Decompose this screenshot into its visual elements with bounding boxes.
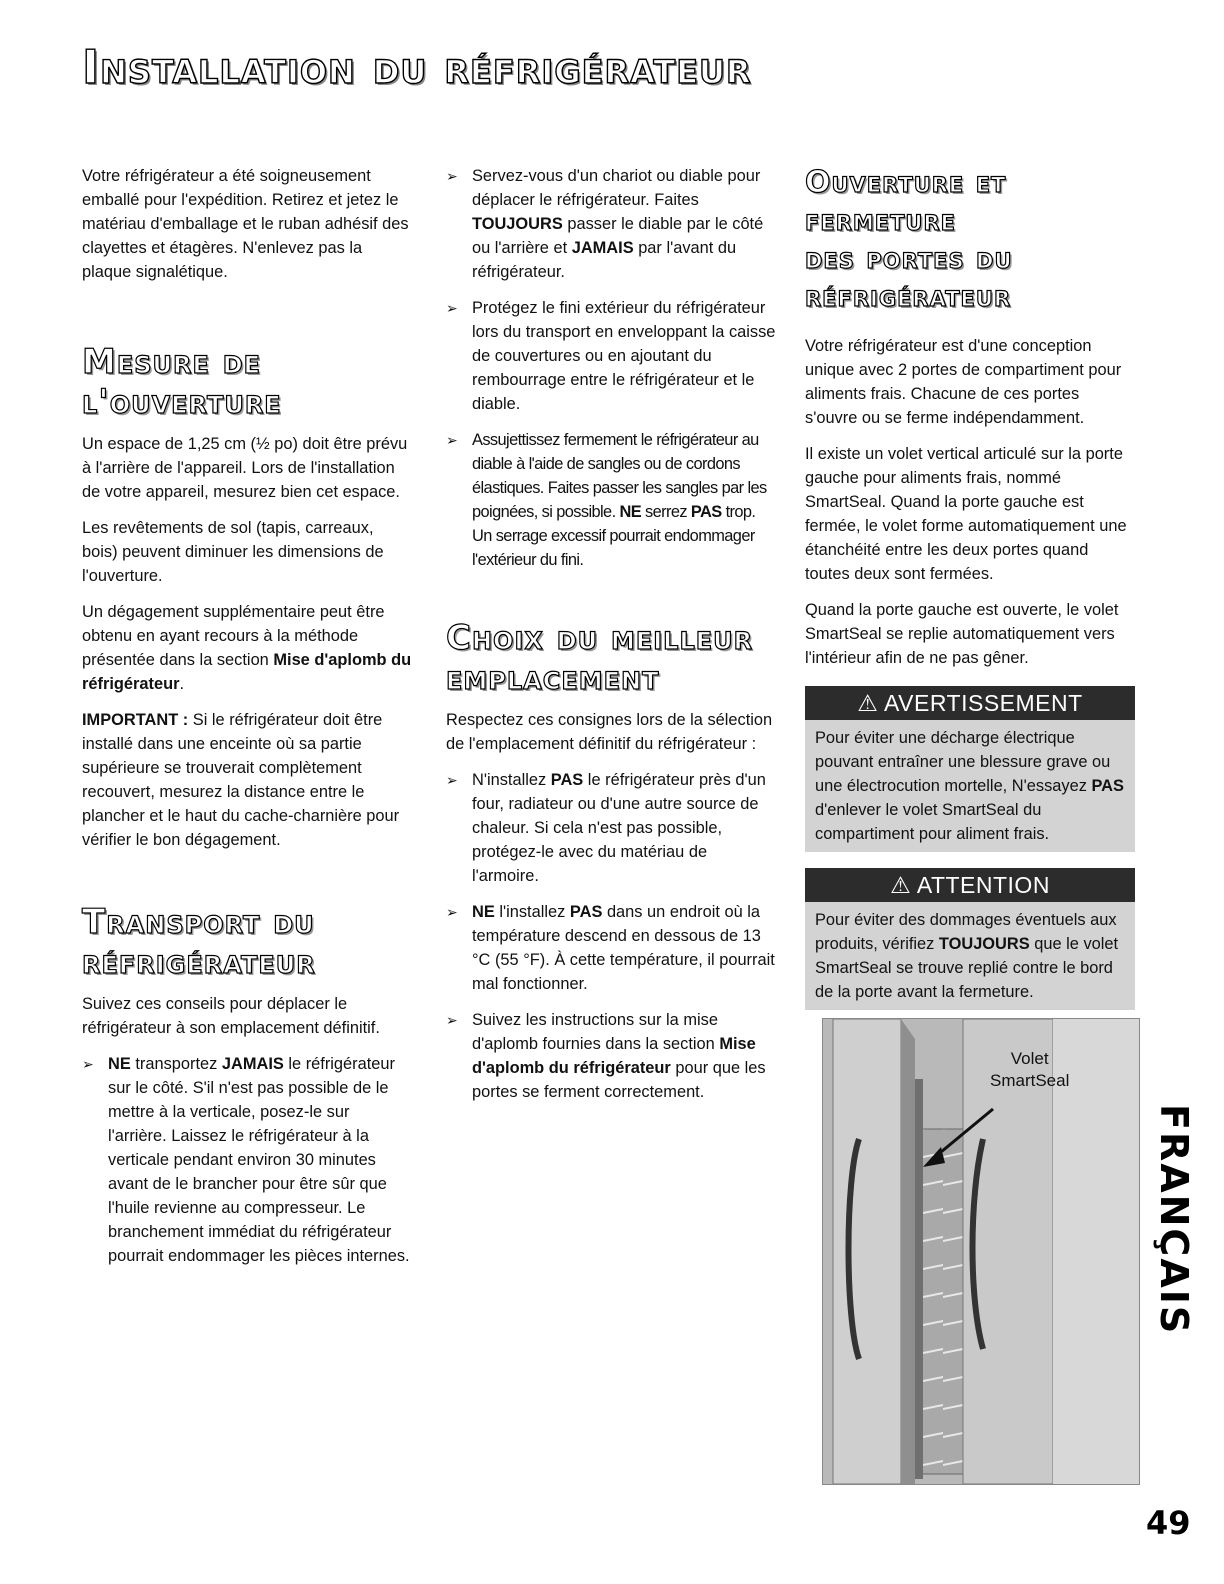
caution-box	[805, 868, 1135, 1010]
warning-text: Pour éviter une décharge électrique pouvant entraîner une blessure grave ou une électrocution mortelle, N'essayez PAS d'enlever le volet SmartSeal du compartiment pour aliment frais.	[815, 729, 1124, 843]
warning-box	[805, 686, 1135, 852]
refrigerator-drawing	[823, 1019, 1139, 1484]
transport-heading-2: réfrigérateur	[82, 942, 316, 982]
refrigerator-illustration	[822, 1018, 1140, 1485]
doors-p3: Quand la porte gauche est ouverte, le volet SmartSeal se replie automatiquement vers l'intérieur afin de ne pas gêner.	[805, 601, 1119, 667]
list-item: ➢ N'installez PAS le réfrigérateur près d'un four, radiateur ou d'une autre source de chaleur. Si cela n'est pas possible, protégez-le avec du matériau de l'armoire.	[446, 768, 776, 888]
intro-paragraph: Votre réfrigérateur a été soigneusement emballé pour l'expédition. Retirez et jetez le matériau d'emballage et le ruban adhésif des clayettes et étagères. N'enlevez pas la plaque signalétique.	[82, 167, 409, 281]
location-heading-1: Choix du meilleur	[446, 618, 754, 658]
transport-heading-1: Transport du	[82, 902, 315, 942]
caution-text: Pour éviter des dommages éventuels aux produits, vérifiez TOUJOURS que le volet SmartSeal se trouve replié contre le bord de la porte avant la fermeture.	[815, 911, 1119, 1001]
page-title: Installation du réfrigérateur	[82, 40, 752, 94]
opening-p1: Un espace de 1,25 cm (½ po) doit être prévu à l'arrière de l'appareil. Lors de l'installation de votre appareil, mesurez bien cet espace.	[82, 435, 408, 501]
list-item: ➢ Protégez le fini extérieur du réfrigérateur lors du transport en enveloppant la caisse de couvertures ou en ajoutant du rembourrage entre le réfrigérateur et le diable.	[446, 296, 776, 416]
doors-p2: Il existe un volet vertical articulé sur la porte gauche pour aliments frais, nommé SmartSeal. Quand la porte gauche est fermée, le volet forme automatiquement une étanchéité entre les deux portes quand toutes deux sont fermées.	[805, 445, 1127, 583]
warning-triangle-icon: ⚠	[857, 690, 879, 716]
location-list	[446, 768, 776, 1104]
language-tab: FRANÇAIS	[1152, 1104, 1196, 1336]
location-p1: Respectez ces consignes lors de la sélection de l'emplacement définitif du réfrigérateur :	[446, 711, 773, 753]
column-1	[82, 164, 412, 1280]
list-item: ➢ NE transportez JAMAIS le réfrigérateur sur le côté. S'il n'est pas possible de le mettre à la verticale, posez-le sur l'arrière. Laissez le réfrigérateur à la verticale pendant environ 30 minutes avant de le brancher pour être sûr que l'huile revienne au compresseur. Le branchement immédiat du réfrigérateur pourrait endommager les pièces internes.	[82, 1052, 412, 1268]
list-item: ➢ Suivez les instructions sur la mise d'aplomb fournies dans la section Mise d'aplomb du réfrigérateur pour que les portes se ferment correctement.	[446, 1008, 776, 1104]
page-number: 49	[1146, 1504, 1191, 1542]
transport-list	[82, 1052, 412, 1268]
list-item: ➢ Assujettissez fermement le réfrigérateur au diable à l'aide de sangles ou de cordons élastiques. Faites passer les sangles par les poignées, si possible. NE serrez PAS trop. Un serrage excessif pourrait endommager l'extérieur du fini.	[446, 428, 776, 572]
doors-heading-1: Ouverture et fermeture	[805, 165, 1007, 238]
opening-p3: Un dégagement supplémentaire peut être obtenu en ayant recours à la méthode présentée dans la section Mise d'aplomb du réfrigérateur.	[82, 603, 412, 693]
caution-header	[805, 868, 1135, 902]
warning-triangle-icon: ⚠	[890, 872, 912, 898]
list-item: ➢ Servez-vous d'un chariot ou diable pour déplacer le réfrigérateur. Faites TOUJOURS passer le diable par le côté ou l'arrière et JAMAIS par l'avant du réfrigérateur.	[446, 164, 776, 284]
warning-label: AVERTISSEMENT	[884, 690, 1083, 716]
opening-important: IMPORTANT : Si le réfrigérateur doit être installé dans une enceinte où sa partie supérieure se trouverait complètement recouvert, mesurez la distance entre le plancher et le haut du cache-charnière pour vérifier le bon dégagement.	[82, 711, 400, 849]
doors-p1: Votre réfrigérateur est d'une conception unique avec 2 portes de compartiment pour aliments frais. Chacune de ces portes s'ouvre ou se ferme indépendamment.	[805, 337, 1122, 427]
doors-heading-2: des portes du	[805, 241, 1013, 276]
opening-p2: Les revêtements de sol (tapis, carreaux, bois) peuvent diminuer les dimensions de l'ouverture.	[82, 519, 384, 585]
opening-heading: Mesure de l'ouverture	[82, 342, 282, 422]
transport-p1: Suivez ces conseils pour déplacer le réfrigérateur à son emplacement définitif.	[82, 995, 380, 1037]
transport-list-continued	[446, 164, 776, 572]
caution-label: ATTENTION	[916, 872, 1050, 898]
warning-header	[805, 686, 1135, 720]
list-item: ➢ NE l'installez PAS dans un endroit où la température descend en dessous de 13 °C (55 °F). À cette température, il pourrait mal fonctionner.	[446, 900, 776, 996]
smartseal-callout: Volet SmartSeal	[990, 1049, 1070, 1090]
doors-heading-3: réfrigérateur	[805, 279, 1012, 314]
column-3	[805, 164, 1135, 1022]
column-2	[446, 164, 776, 1116]
location-heading-2: emplacement	[446, 658, 660, 698]
